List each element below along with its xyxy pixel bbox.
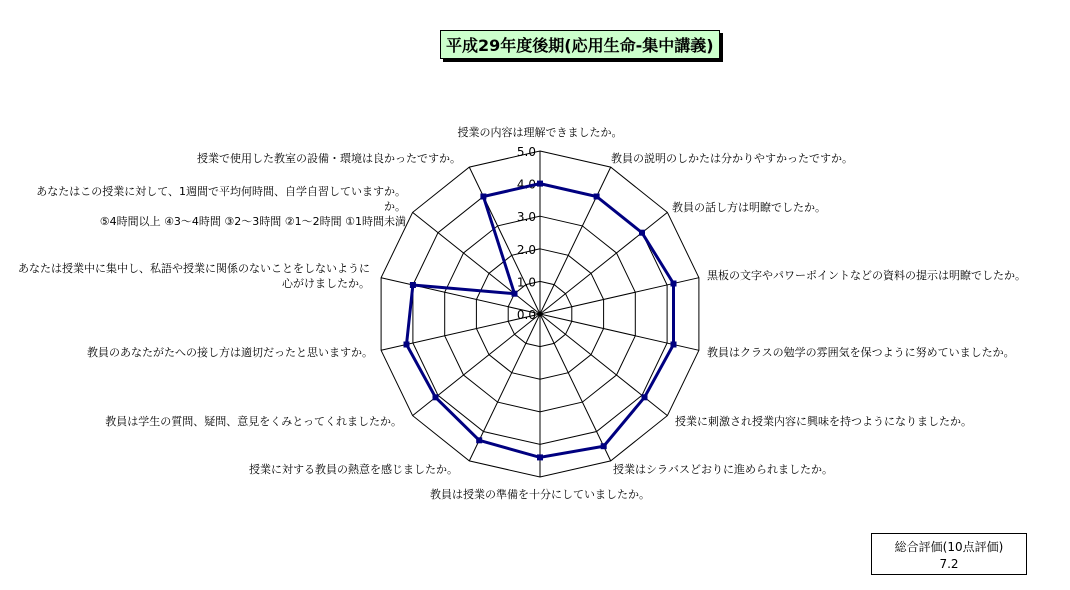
tick-label: 0.0: [516, 308, 536, 322]
data-point-0: [537, 181, 543, 187]
axis-label-11: あなたは授業中に集中し、私語や授業に関係のないことをしないように心がけましたか。: [18, 262, 370, 290]
axis-label-0: 授業の内容は理解できましたか。: [457, 126, 623, 139]
tick-label: 4.0: [516, 177, 536, 192]
axis-label-8: 授業に対する教員の熱意を感じましたか。: [249, 463, 458, 476]
summary-value: 7.2: [939, 557, 959, 571]
radar-grid: [381, 151, 699, 477]
data-point-12: [512, 291, 518, 297]
axis-label-12: あなたはこの授業に対して、1週間で平均何時間、自学自習していますか。か。 ⑤4時間以上 ④3～4時間 ③2～3時間 ②1～2時間 ①1時間未満: [36, 185, 406, 228]
data-point-4: [671, 342, 677, 348]
axis-label-3: 黒板の文字やパワーポイントなどの資料の提示は明瞭でしたか。: [707, 269, 1026, 282]
data-point-7: [537, 454, 543, 460]
tick-label: 1.0: [516, 275, 536, 290]
tick-label: 2.0: [516, 242, 536, 257]
tick-label: 5.0: [516, 145, 536, 159]
data-point-9: [433, 394, 439, 400]
radial-tick-labels: [517, 145, 536, 322]
axis-label-10: 教員のあなたがたへの接し方は適切だったと思いますか。: [87, 346, 373, 359]
axis-label-4: 教員はクラスの勉学の雰囲気を保つように努めていましたか。: [707, 346, 1015, 359]
data-point-10: [404, 342, 410, 348]
axis-label-6: 授業はシラバスどおりに進められましたか。: [613, 463, 833, 476]
axis-label-5: 授業に刺激され授業内容に興味を持つようになりましたか。: [675, 415, 972, 428]
axis-label-2: 教員の話し方は明瞭でしたか。: [672, 201, 826, 214]
data-point-11: [410, 282, 416, 288]
axis-label-7: 教員は授業の準備を十分にしていましたか。: [430, 488, 650, 501]
data-point-3: [671, 281, 677, 287]
summary-box: [871, 533, 1027, 575]
axis-label-13: 授業で使用した教室の設備・環境は良かったですか。: [197, 152, 461, 165]
data-point-6: [601, 443, 607, 449]
data-point-5: [642, 394, 648, 400]
axis-label-9: 教員は学生の質問、疑問、意見をくみとってくれましたか。: [105, 415, 402, 428]
data-point-8: [476, 437, 482, 443]
summary-label: 総合評価(10点評価): [894, 540, 1004, 554]
chart-title: 平成29年度後期(応用生命-集中講義): [440, 30, 720, 59]
data-point-2: [639, 230, 645, 236]
axis-label-1: 教員の説明のしかたは分かりやすかったですか。: [611, 152, 853, 165]
data-point-13: [480, 194, 486, 200]
data-point-1: [594, 194, 600, 200]
tick-label: 3.0: [516, 210, 536, 225]
